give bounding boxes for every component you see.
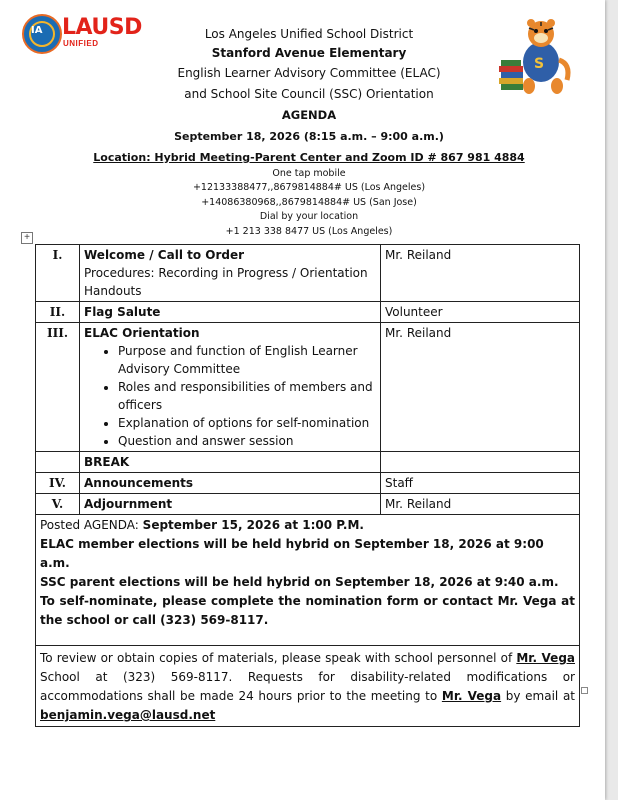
item-title: Welcome / Call to Order: [84, 248, 245, 262]
table-row: [36, 302, 580, 323]
item-description: [80, 245, 381, 302]
contact-name: Mr. Vega: [516, 651, 576, 665]
item-detail: Procedures: Recording in Progress / Orientation Handouts: [84, 266, 368, 298]
footer-row: [36, 646, 580, 727]
ssc-election-notice: SSC parent elections will be held hybrid on September 18, 2026 at 9:40 a.m.: [40, 575, 559, 589]
contact-name: Mr. Vega: [441, 689, 502, 703]
table-row: [36, 473, 580, 494]
accessibility-notice: To review or obtain copies of materials, please speak with school personnel of Mr. Vega School at (323) 569-8117. Requests for disability-related modifications or accommodations shall be made 24 hours prior to the meeting to Mr. Vega by email at benjamin.vega@lausd.net: [36, 646, 580, 727]
orientation-topics: [84, 342, 376, 450]
table-row: [36, 323, 580, 452]
election-notes: [36, 515, 580, 646]
item-description: [80, 452, 381, 473]
item-number: II.: [36, 302, 80, 323]
item-number: IV.: [36, 473, 80, 494]
item-title: Adjournment: [84, 497, 173, 511]
agenda-heading: AGENDA: [281, 108, 337, 122]
committee-line-1: English Learner Advisory Committee (ELAC): [177, 66, 441, 80]
committee-line-2: and School Site Council (SSC) Orientation: [184, 87, 434, 101]
item-number: I.: [36, 245, 80, 302]
school-name: Stanford Avenue Elementary: [211, 46, 407, 60]
logo-word: LAUSD: [62, 15, 142, 40]
notes-row: [36, 515, 580, 646]
list-item: • Purpose and function of English Learner Advisory Committee: [118, 342, 376, 378]
dial-line: Dial by your location: [259, 211, 359, 222]
svg-text:S: S: [534, 56, 545, 72]
item-presenter: Mr. Reiland: [381, 494, 580, 515]
item-description: [80, 473, 381, 494]
table-row: [36, 494, 580, 515]
item-number: III.: [36, 323, 80, 452]
table-move-handle-icon[interactable]: +: [21, 232, 33, 244]
item-presenter: Mr. Reiland: [381, 245, 580, 302]
contact-email-link[interactable]: benjamin.vega@lausd.net: [40, 708, 216, 722]
item-description: [80, 323, 381, 452]
list-item: • Question and answer session: [118, 432, 376, 450]
dial-line: +14086380968,,8679814884# US (San Jose): [201, 197, 417, 208]
item-title: Flag Salute: [84, 305, 161, 319]
item-title: ELAC Orientation: [84, 326, 200, 340]
list-item: • Explanation of options for self-nomination: [118, 414, 376, 432]
dial-line: +1 213 338 8477 US (Los Angeles): [225, 226, 393, 237]
list-item: • Roles and responsibilities of members and officers: [118, 378, 376, 414]
table-resize-handle[interactable]: [581, 687, 588, 694]
self-nomination-notice: To self-nominate, please complete the nomination form or contact Mr. Vega at the school or call (323) 569-8117.: [40, 594, 575, 627]
item-title: BREAK: [84, 455, 130, 469]
item-title: Announcements: [84, 476, 194, 490]
item-presenter: Volunteer: [381, 302, 580, 323]
seal-icon: IA: [22, 14, 62, 54]
table-row: [36, 245, 580, 302]
item-number: [36, 452, 80, 473]
dial-line: One tap mobile: [272, 168, 346, 179]
meeting-location: Location: Hybrid Meeting-Parent Center and Zoom ID # 867 981 4884: [93, 151, 525, 164]
table-row: [36, 452, 580, 473]
posted-date: September 15, 2026 at 1:00 P.M.: [142, 518, 364, 532]
posted-notice: Posted AGENDA: September 15, 2026 at 1:00 P.M.: [40, 518, 364, 532]
item-presenter: [381, 452, 580, 473]
item-description: [80, 302, 381, 323]
agenda-table: [35, 244, 580, 727]
item-number: V.: [36, 494, 80, 515]
item-presenter: Mr. Reiland: [381, 323, 580, 452]
item-description: [80, 494, 381, 515]
meeting-date: September 18, 2026 (8:15 a.m. – 9:00 a.m.): [174, 130, 444, 143]
item-presenter: Staff: [381, 473, 580, 494]
logo-sub: UNIFIED: [63, 39, 99, 48]
elac-election-notice: ELAC member elections will be held hybrid on September 18, 2026 at 9:00 a.m.: [40, 537, 544, 570]
dial-line: +12133388477,,8679814884# US (Los Angeles): [192, 182, 426, 193]
district-name: Los Angeles Unified School District: [204, 27, 414, 41]
